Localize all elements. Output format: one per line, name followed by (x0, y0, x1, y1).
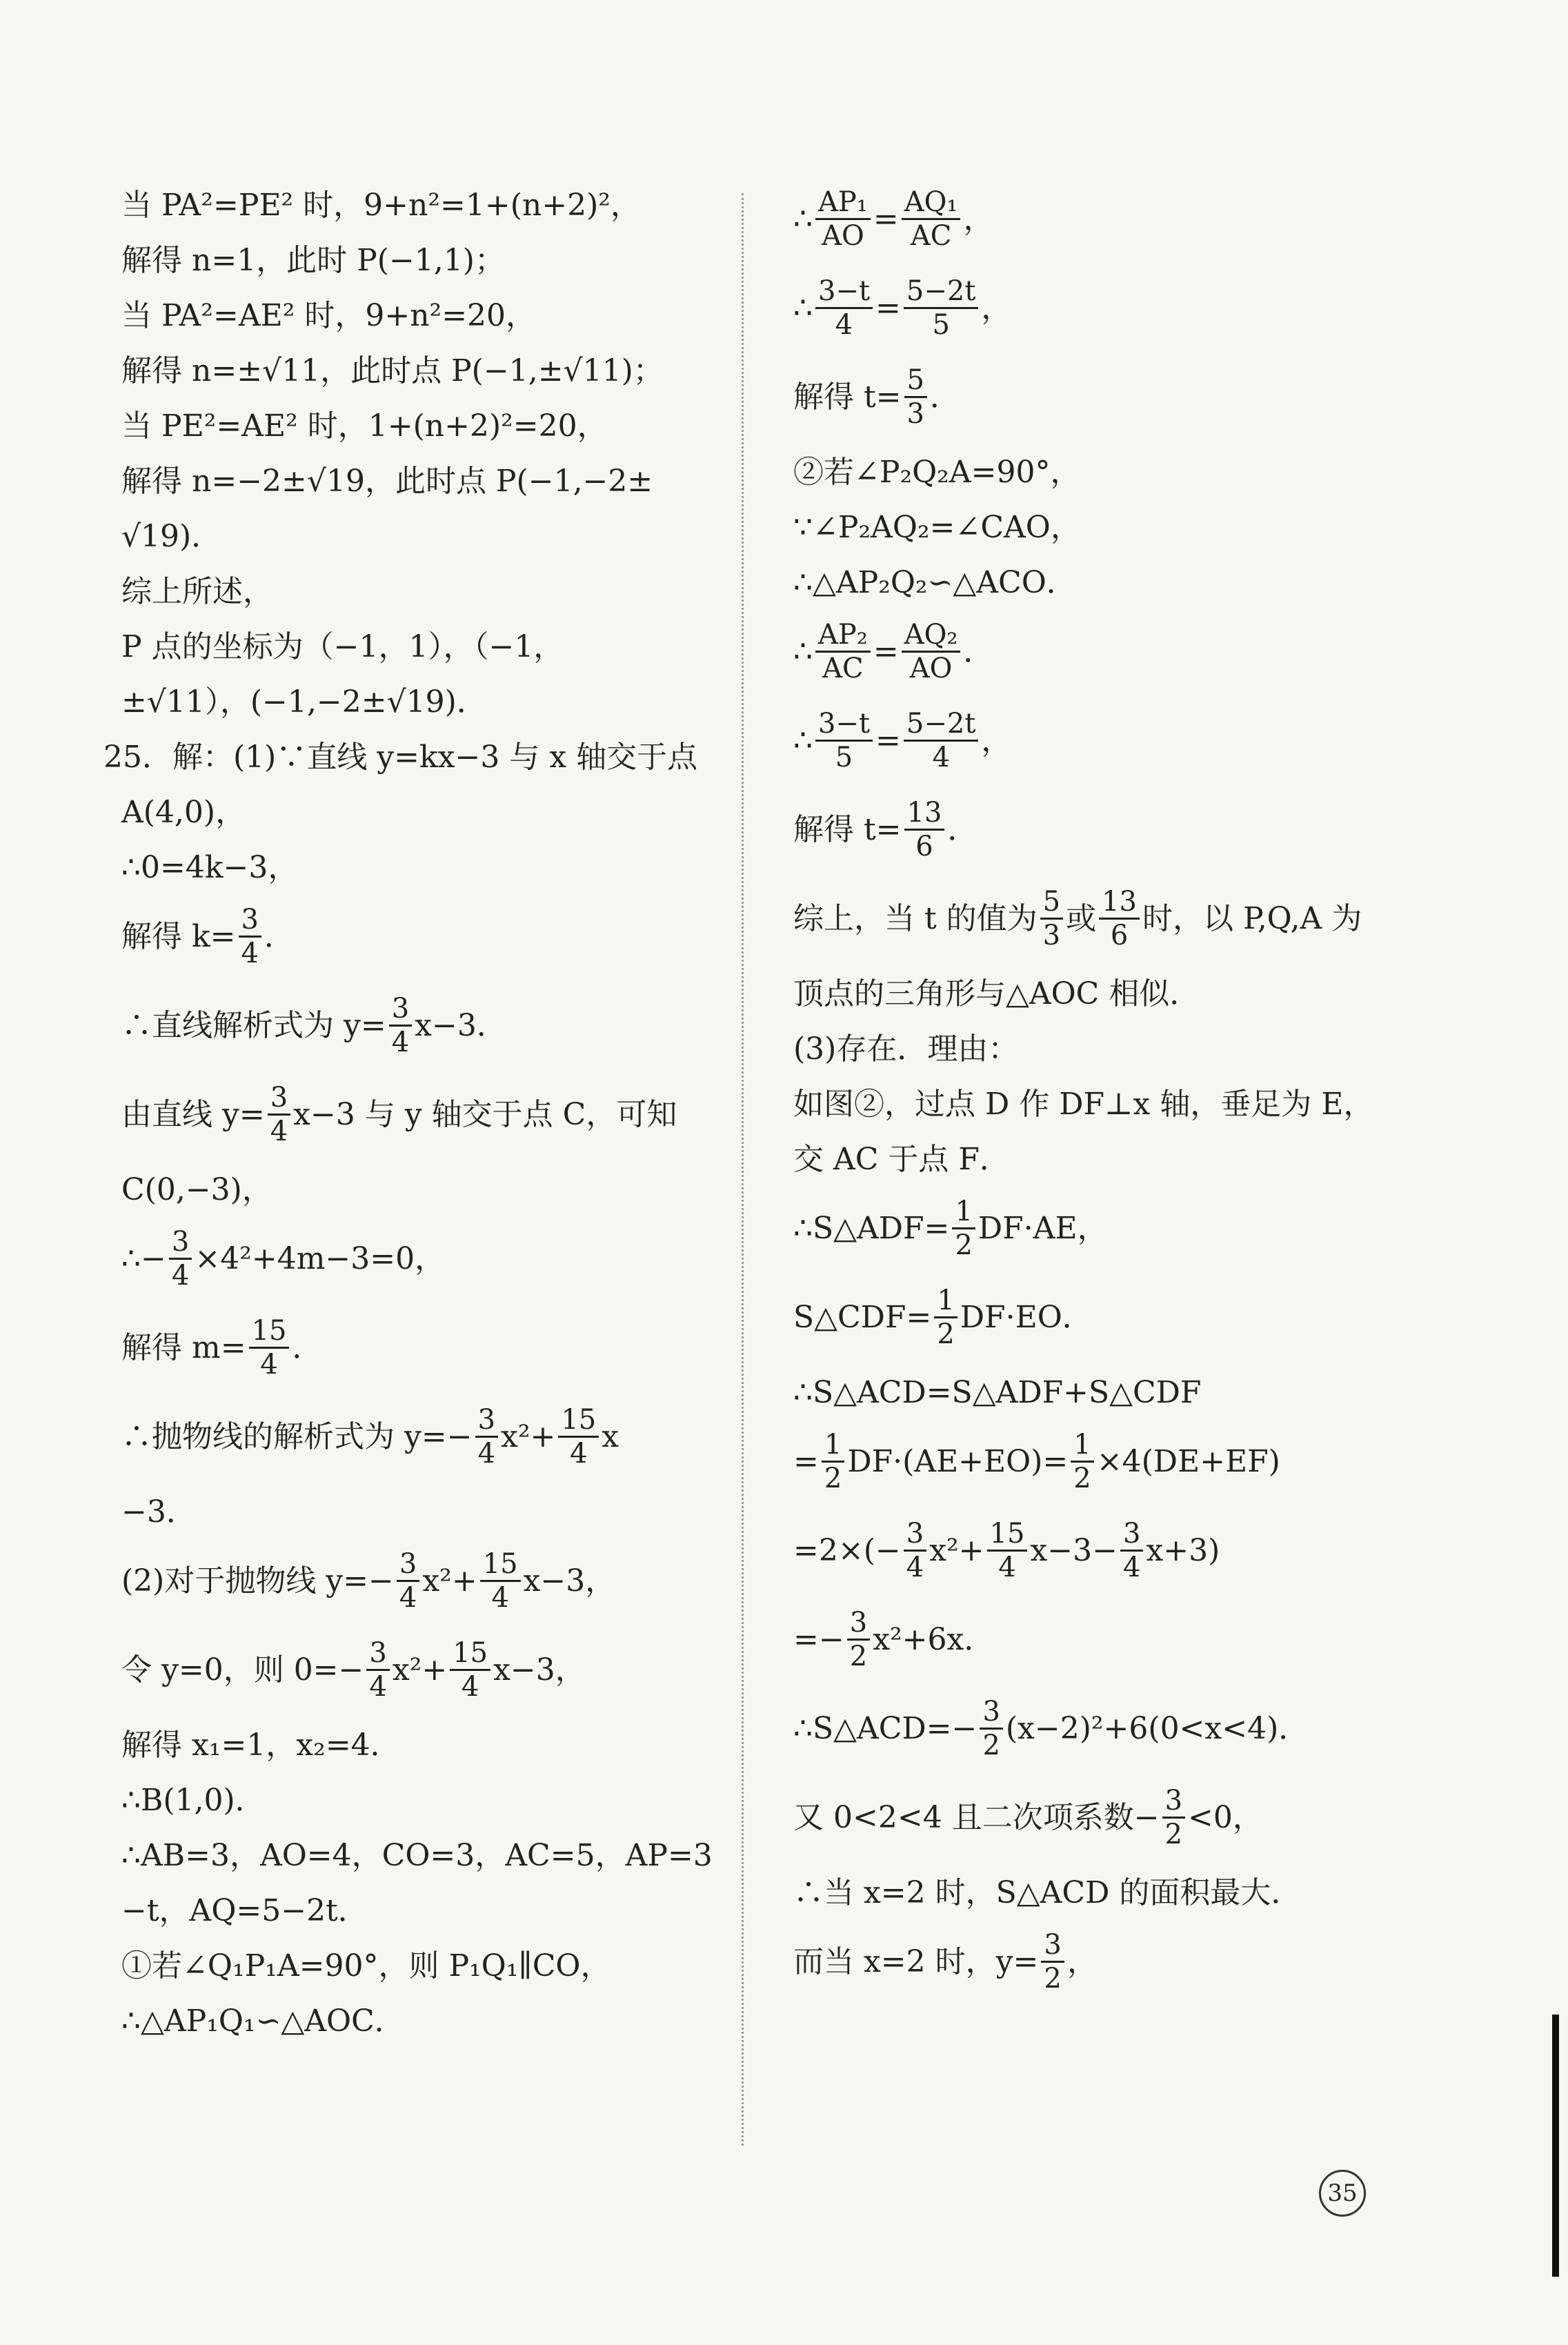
fraction-numerator: 3 (169, 1226, 192, 1260)
fraction-numerator: 5 (904, 364, 927, 398)
text-run: = (875, 290, 901, 326)
fraction-numerator: 15 (450, 1637, 490, 1671)
fraction (1041, 1929, 1064, 1995)
fraction-numerator: AQ₁ (902, 186, 961, 220)
fraction (815, 275, 873, 341)
text-run: 而当 x=2 时，y= (793, 1943, 1039, 1979)
text-run: S△CDF= (793, 1299, 932, 1335)
fraction-denominator: 5 (835, 742, 853, 773)
fraction-denominator: 4 (932, 742, 950, 773)
fraction-denominator: 4 (260, 1349, 278, 1381)
right-line: ∴△AP₂Q₂∽△ACO． (793, 565, 1077, 600)
fraction (902, 186, 961, 252)
fraction-denominator: AC (910, 220, 952, 252)
text-run: =2×(− (793, 1532, 901, 1568)
fraction-numerator: 3 (366, 1637, 389, 1671)
text-run: 综上，当 t 的值为 (793, 900, 1038, 936)
left-line: −3． (121, 1494, 197, 1530)
fraction-numerator: 3 (389, 993, 412, 1027)
left-line: 当 PA²=AE² 时，9+n²=20， (121, 298, 537, 333)
left-line: 当 PA²=PE² 时，9+n²=1+(n+2)²， (121, 188, 641, 223)
left-line: 25．解：(1)∵直线 y=kx−3 与 x 轴交于点 (103, 740, 698, 775)
fraction-numerator: 5−2t (904, 708, 979, 742)
fraction-denominator: 5 (932, 309, 950, 341)
fraction-numerator: 3 (239, 904, 261, 938)
left-line: 解得 x₁=1，x₂=4． (121, 1728, 401, 1763)
fraction-denominator: 4 (369, 1671, 387, 1703)
text-run: ×4²+4m−3=0， (195, 1240, 446, 1276)
fraction-denominator: 4 (241, 938, 259, 969)
fraction (904, 708, 979, 773)
fraction (397, 1548, 419, 1614)
text-run: 又 0<2<4 且二次项系数− (793, 1799, 1160, 1835)
text-run: ∴ (793, 722, 813, 758)
text-run: x−3 与 y 轴交于点 C，可知 (293, 1096, 677, 1132)
text-run: x−3． (415, 1007, 507, 1043)
fraction-numerator: 15 (480, 1548, 521, 1582)
left-line: √19)． (121, 519, 222, 554)
right-line: ∴S△ACD=S△ADF+S△CDF (793, 1375, 1202, 1410)
right-line (793, 1696, 1435, 1761)
text-run: 解得 t= (793, 379, 902, 415)
text-run: x−3， (493, 1652, 586, 1688)
right-line (793, 886, 1435, 951)
left-line: 解得 n=−2±√19，此时点 P(−1,−2± (121, 464, 653, 499)
text-run: = (873, 201, 899, 237)
fraction (480, 1548, 521, 1614)
text-run: 解得 m= (121, 1329, 246, 1365)
text-run: ∴ (793, 201, 813, 237)
fraction-numerator: 3 (475, 1404, 498, 1438)
fraction (389, 993, 412, 1058)
fraction-numerator: AP₁ (815, 186, 871, 220)
fraction-numerator: 3 (268, 1082, 290, 1116)
column-divider (742, 193, 744, 2146)
right-line (793, 1785, 1435, 1850)
fraction-denominator: 4 (270, 1116, 288, 1147)
fraction-denominator: 4 (461, 1671, 479, 1703)
fraction-numerator: 1 (822, 1429, 844, 1463)
fraction-numerator: 3 (1162, 1785, 1185, 1819)
fraction-denominator: 3 (906, 398, 924, 430)
right-column (793, 186, 1435, 2018)
text-run: ∴ (793, 290, 813, 326)
left-line (103, 1404, 704, 1470)
text-run: DF·AE， (977, 1210, 1108, 1246)
fraction-numerator: 3 (847, 1607, 870, 1641)
fraction-numerator: 15 (249, 1315, 290, 1349)
right-line (793, 1607, 1435, 1672)
fraction (366, 1637, 389, 1703)
fraction-denominator: 4 (570, 1438, 588, 1470)
fraction-denominator: 4 (171, 1260, 190, 1292)
fraction-numerator: 3−t (815, 275, 873, 309)
fraction-numerator: 3 (980, 1696, 1002, 1730)
text-run: ×4(DE+EF) (1096, 1443, 1280, 1479)
fraction (169, 1226, 192, 1292)
text-run: x²+ (422, 1563, 477, 1599)
fraction-denominator: 4 (491, 1582, 509, 1614)
fraction-denominator: 4 (477, 1438, 496, 1470)
left-line: ∴B(1,0)． (121, 1783, 266, 1818)
fraction-denominator: 2 (955, 1229, 973, 1261)
left-line (103, 1315, 704, 1381)
text-run: (x−2)²+6(0<x<4)． (1005, 1710, 1309, 1746)
fraction-denominator: 2 (824, 1463, 842, 1494)
left-line: ±√11），(−1,−2±√19)． (121, 684, 487, 720)
text-run: ． (292, 1329, 323, 1365)
fraction-numerator: AQ₂ (902, 619, 961, 653)
text-run: ∴− (121, 1240, 166, 1276)
text-run: ． (947, 811, 978, 847)
text-run: x²+ (929, 1532, 984, 1568)
text-run: 由直线 y= (121, 1096, 265, 1132)
text-run: ∴S△ADF= (793, 1210, 950, 1246)
fraction (815, 186, 871, 252)
fraction (815, 708, 873, 773)
fraction (934, 1285, 957, 1350)
left-line (103, 904, 704, 969)
right-line (793, 1429, 1435, 1494)
fraction-numerator: 3 (1041, 1929, 1064, 1963)
fraction (980, 1696, 1002, 1761)
text-run: ， (981, 290, 1012, 326)
fraction-denominator: 6 (915, 831, 933, 862)
text-run: =− (793, 1621, 844, 1657)
fraction (904, 797, 945, 862)
fraction-denominator: 4 (1123, 1552, 1141, 1583)
fraction-numerator: 3 (1120, 1518, 1143, 1552)
right-line (793, 619, 1435, 684)
fraction-denominator: AO (909, 653, 953, 684)
left-line: A(4,0)， (121, 795, 246, 830)
fraction-numerator: 3 (904, 1518, 926, 1552)
left-line (103, 1637, 704, 1703)
fraction-numerator: 5−2t (904, 275, 979, 309)
fraction-denominator: 4 (835, 309, 853, 341)
text-run: x+3) (1146, 1532, 1220, 1568)
text-run: ． (963, 633, 994, 669)
text-run: ∴ (793, 633, 813, 669)
right-line: 顶点的三角形与△AOC 相似． (793, 976, 1200, 1011)
text-run: ∴直线解析式为 y= (121, 1007, 386, 1043)
left-line: 解得 n=±√11，此时点 P(−1,±√11)； (121, 353, 664, 388)
right-line: (3)存在．理由： (793, 1031, 1019, 1067)
fraction (952, 1196, 975, 1261)
fraction (239, 904, 261, 969)
left-line: ∴0=4k−3， (121, 850, 299, 885)
text-run: 令 y=0，则 0=− (121, 1652, 364, 1688)
fraction (904, 275, 979, 341)
fraction-denominator: 6 (1110, 920, 1129, 951)
text-run: DF·EO． (960, 1299, 1093, 1335)
right-line: ∵∠P₂AQ₂=∠CAO， (793, 510, 1081, 545)
left-line (103, 1226, 704, 1292)
text-run: x²+ (392, 1652, 448, 1688)
fraction (847, 1607, 870, 1672)
left-line: ∴△AP₁Q₁∽△AOC． (121, 2003, 405, 2039)
left-line (103, 1082, 704, 1147)
fraction-denominator: 3 (1042, 920, 1061, 951)
fraction (1120, 1518, 1143, 1583)
left-line: 解得 n=1，此时 P(−1,1)； (121, 243, 505, 278)
text-run: ∴抛物线的解析式为 y=− (121, 1418, 473, 1454)
text-run: x−3， (523, 1563, 616, 1599)
fraction-numerator: 13 (1099, 886, 1140, 920)
text-run: <0， (1188, 1799, 1263, 1835)
text-run: 解得 k= (121, 918, 236, 954)
fraction-numerator: 1 (952, 1196, 975, 1229)
text-run: x−3− (1030, 1532, 1118, 1568)
right-line: 如图②，过点 D 作 DF⊥x 轴，垂足为 E， (793, 1087, 1374, 1122)
fraction (450, 1637, 490, 1703)
left-column (103, 186, 713, 2057)
fraction-denominator: 4 (399, 1582, 417, 1614)
fraction (822, 1429, 844, 1494)
fraction-numerator: 1 (1071, 1429, 1093, 1463)
left-line: −t，AQ=5−2t． (121, 1893, 368, 1928)
right-line (793, 1518, 1435, 1583)
fraction-denominator: AC (822, 653, 864, 684)
fraction-numerator: 3 (397, 1548, 419, 1582)
text-run: ， (1066, 1943, 1098, 1979)
fraction (1071, 1429, 1093, 1494)
text-run: (2)对于抛物线 y=− (121, 1563, 394, 1599)
text-run: 时，以 P,Q,A 为 (1142, 900, 1362, 936)
text-run: ∴S△ACD=− (793, 1710, 977, 1746)
fraction-numerator: 15 (987, 1518, 1028, 1552)
fraction (987, 1518, 1028, 1583)
fraction (268, 1082, 290, 1147)
fraction-denominator: 2 (1073, 1463, 1091, 1494)
fraction-denominator: 4 (998, 1552, 1016, 1583)
right-line (793, 1929, 1435, 1995)
fraction-denominator: 4 (906, 1552, 924, 1583)
right-line (793, 186, 1435, 252)
fraction-numerator: 13 (904, 797, 945, 831)
fraction-numerator: 5 (1040, 886, 1063, 920)
fraction-denominator: 2 (1044, 1963, 1062, 1995)
fraction (1040, 886, 1063, 951)
left-line (103, 1548, 704, 1614)
text-run: = (793, 1443, 819, 1479)
text-run: ， (981, 722, 1012, 758)
right-line (793, 275, 1435, 341)
text-run: 或 (1066, 900, 1097, 936)
right-line: ②若∠P₂Q₂A=90°， (793, 455, 1081, 490)
left-line (103, 993, 704, 1058)
fraction-denominator: 2 (1164, 1819, 1183, 1850)
left-line: P 点的坐标为（−1，1），（−1， (121, 629, 564, 664)
fraction (475, 1404, 498, 1470)
fraction (558, 1404, 599, 1470)
text-run: x²+ (501, 1418, 556, 1454)
left-line: 当 PE²=AE² 时，1+(n+2)²=20， (121, 408, 608, 444)
fraction (1099, 886, 1140, 951)
fraction (904, 364, 927, 430)
right-line (793, 708, 1435, 773)
fraction (249, 1315, 290, 1381)
left-line: ①若∠Q₁P₁A=90°，则 P₁Q₁∥CO， (121, 1948, 611, 1983)
right-line (793, 1196, 1435, 1261)
text-run: = (875, 722, 901, 758)
text-run: ． (930, 379, 960, 415)
scan-edge-mark (1552, 2015, 1559, 2277)
fraction-denominator: AO (822, 220, 864, 252)
page-number: 35 (1319, 2170, 1366, 2217)
left-line: 综上所述， (121, 574, 273, 609)
fraction-denominator: 4 (391, 1027, 410, 1058)
left-line: ∴AB=3，AO=4，CO=3，AC=5，AP=3 (121, 1838, 713, 1873)
fraction (1162, 1785, 1185, 1850)
fraction (815, 619, 871, 684)
right-line: ∴当 x=2 时，S△ACD 的面积最大． (793, 1875, 1302, 1910)
fraction-numerator: 15 (558, 1404, 599, 1438)
text-run: x²+6x． (873, 1621, 995, 1657)
right-line (793, 797, 1435, 862)
right-line: 交 AC 于点 F． (793, 1142, 1010, 1177)
fraction-numerator: 3−t (815, 708, 873, 742)
text-run: ． (264, 918, 295, 954)
fraction-numerator: AP₂ (815, 619, 871, 653)
text-run: = (873, 633, 899, 669)
left-line: C(0,−3)， (121, 1172, 272, 1207)
right-line (793, 364, 1435, 430)
fraction (904, 1518, 926, 1583)
fraction-denominator: 2 (937, 1318, 955, 1350)
text-run: 解得 t= (793, 811, 902, 847)
text-run: ， (963, 201, 994, 237)
text-run: x (602, 1418, 619, 1454)
text-run: DF·(AE+EO)= (847, 1443, 1069, 1479)
right-line (793, 1285, 1435, 1350)
fraction-numerator: 1 (934, 1285, 957, 1318)
fraction-denominator: 2 (849, 1641, 868, 1672)
fraction-denominator: 2 (982, 1730, 1000, 1761)
fraction (902, 619, 961, 684)
